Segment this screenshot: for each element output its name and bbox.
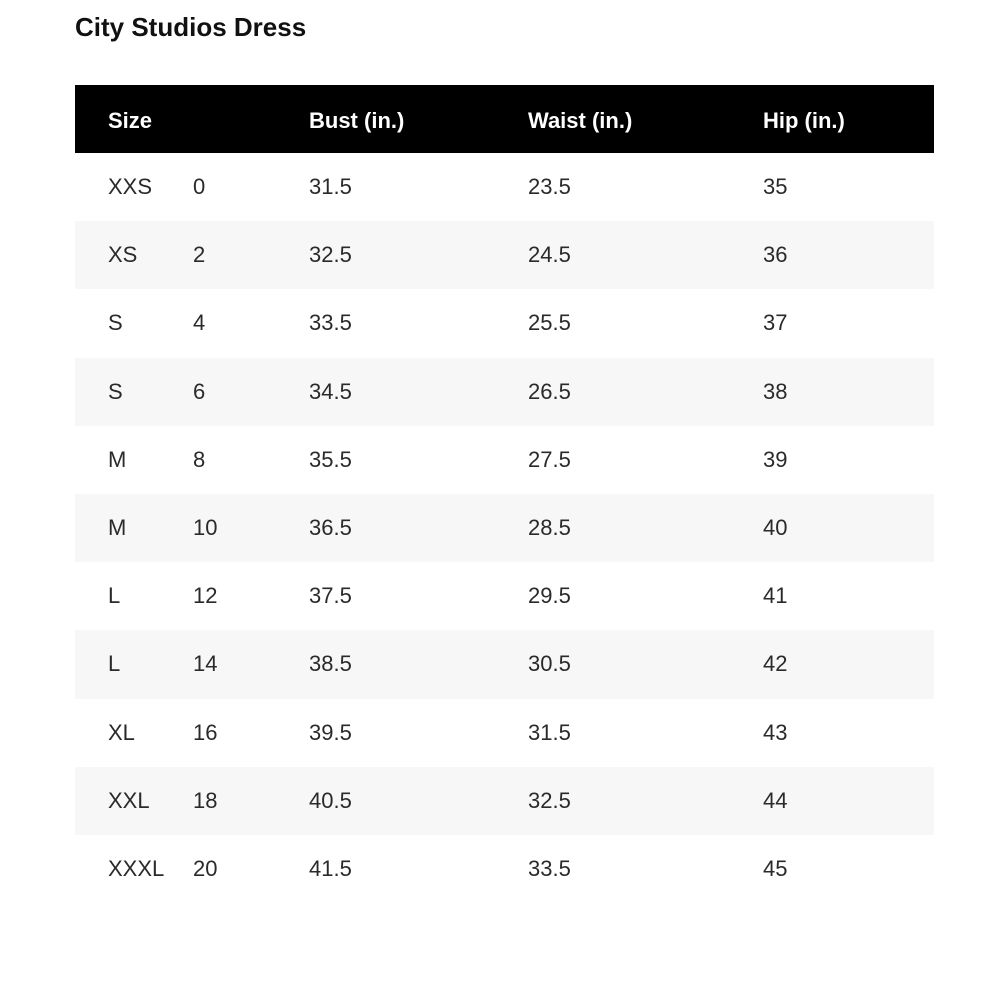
cell-bust: 38.5 (309, 651, 352, 677)
cell-numeric-size: 4 (193, 310, 206, 336)
cell-hip: 39 (763, 446, 788, 472)
cell-numeric-size: 14 (193, 651, 218, 677)
cell-size: XS (108, 242, 138, 268)
cell-bust: 36.5 (309, 514, 352, 540)
cell-bust: 32.5 (309, 242, 352, 268)
table-row (75, 153, 934, 221)
table-row (75, 562, 934, 630)
cell-waist: 33.5 (528, 855, 571, 881)
table-row (75, 289, 934, 357)
table-row (75, 221, 934, 289)
table-row (75, 358, 934, 426)
table-row (75, 494, 934, 562)
page-title: City Studios Dress (75, 12, 307, 42)
cell-bust: 33.5 (309, 310, 352, 336)
cell-size: M (108, 514, 127, 540)
cell-size: L (108, 651, 121, 677)
header-size: Size (108, 108, 153, 133)
header-bust: Bust (in.) (309, 108, 405, 133)
table-row (75, 630, 934, 698)
cell-bust: 37.5 (309, 583, 352, 609)
cell-size: XXS (108, 174, 153, 199)
cell-hip: 40 (763, 514, 788, 540)
cell-hip: 38 (763, 378, 788, 404)
cell-waist: 27.5 (528, 446, 571, 472)
cell-hip: 42 (763, 651, 788, 677)
cell-size: M (108, 446, 127, 472)
cell-waist: 29.5 (528, 583, 571, 609)
cell-waist: 28.5 (528, 514, 571, 540)
cell-waist: 31.5 (528, 719, 571, 745)
cell-hip: 36 (763, 242, 788, 268)
cell-bust: 31.5 (309, 174, 352, 199)
cell-hip: 37 (763, 310, 788, 336)
table-row (75, 835, 934, 903)
cell-waist: 32.5 (528, 787, 571, 813)
cell-bust: 41.5 (309, 855, 352, 881)
header-waist: Waist (in.) (528, 108, 633, 133)
cell-hip: 44 (763, 787, 788, 813)
cell-size: XXXL (108, 855, 165, 881)
cell-hip: 41 (763, 583, 788, 609)
cell-numeric-size: 16 (193, 719, 218, 745)
cell-bust: 39.5 (309, 719, 352, 745)
table-header-row (75, 85, 934, 153)
cell-hip: 45 (763, 855, 788, 881)
cell-numeric-size: 8 (193, 446, 206, 472)
cell-size: S (108, 378, 123, 404)
cell-numeric-size: 10 (193, 514, 218, 540)
cell-waist: 25.5 (528, 310, 571, 336)
cell-numeric-size: 12 (193, 583, 218, 609)
cell-size: XXL (108, 787, 150, 813)
table-row (75, 426, 934, 494)
header-hip: Hip (in.) (763, 108, 845, 133)
cell-size: L (108, 583, 121, 609)
cell-numeric-size: 2 (193, 242, 206, 268)
cell-hip: 43 (763, 719, 788, 745)
cell-hip: 35 (763, 174, 788, 199)
cell-size: S (108, 310, 123, 336)
cell-waist: 24.5 (528, 242, 571, 268)
size-chart-table (75, 85, 934, 903)
cell-waist: 26.5 (528, 378, 571, 404)
cell-waist: 23.5 (528, 174, 571, 199)
cell-bust: 34.5 (309, 378, 352, 404)
cell-numeric-size: 6 (193, 378, 206, 404)
table-row (75, 699, 934, 767)
table-row (75, 767, 934, 835)
cell-size: XL (108, 719, 135, 745)
cell-bust: 40.5 (309, 787, 352, 813)
cell-bust: 35.5 (309, 446, 352, 472)
cell-waist: 30.5 (528, 651, 571, 677)
cell-numeric-size: 20 (193, 855, 218, 881)
cell-numeric-size: 18 (193, 787, 218, 813)
cell-numeric-size: 0 (193, 174, 206, 199)
